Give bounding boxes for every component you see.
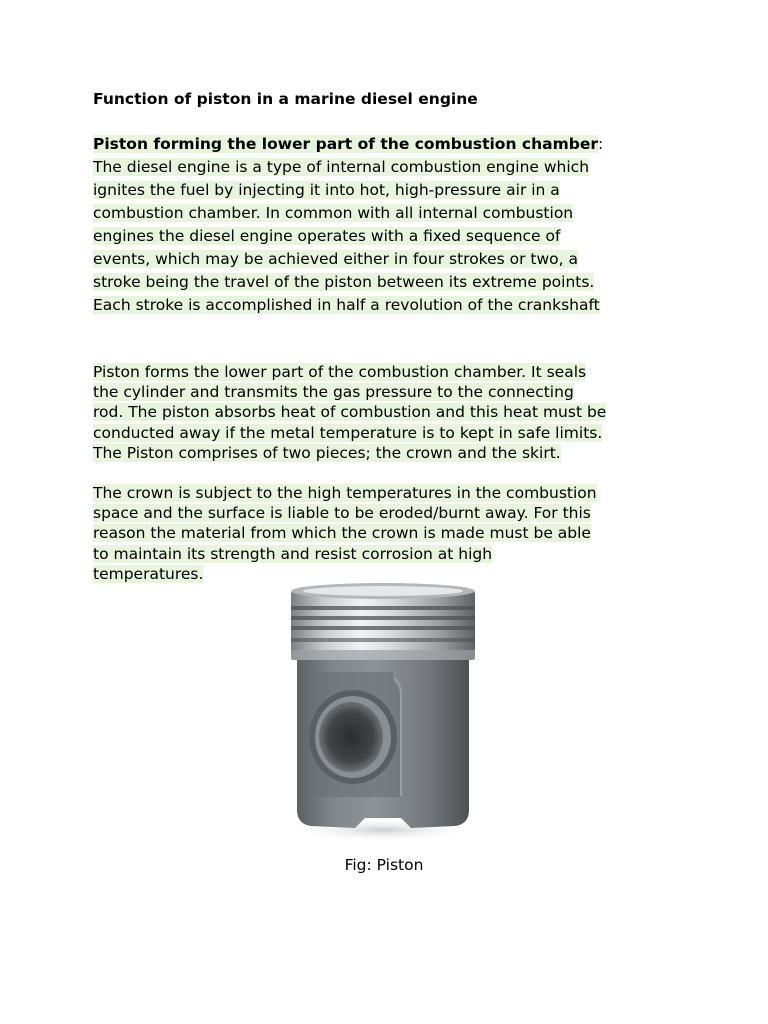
text-line (93, 179, 693, 202)
piston-image (283, 582, 483, 844)
text-line (93, 423, 693, 443)
section-heading: Piston forming the lower part of the combustion chamber (93, 135, 598, 153)
section-heading-line (93, 133, 693, 156)
text-line (93, 443, 693, 463)
text-line (93, 564, 693, 584)
text-line (93, 402, 693, 422)
highlighted-text: temperatures. (93, 564, 204, 583)
highlighted-text: engines the diesel engine operates with a fixed sequence of (93, 227, 561, 245)
highlighted-text: events, which may be achieved either in four strokes or two, a (93, 250, 579, 268)
paragraph-3 (93, 483, 693, 584)
highlighted-text: conducted away if the metal temperature is to kept in safe limits. (93, 423, 603, 442)
text-line (93, 225, 693, 248)
text-line (93, 483, 693, 503)
highlighted-text: the cylinder and transmits the gas pressure to the connecting (93, 383, 574, 402)
highlighted-text: Each stroke is accomplished in half a revolution of the crankshaft (93, 296, 600, 314)
text-line (93, 503, 693, 523)
text-line (93, 202, 693, 225)
text-line (93, 271, 693, 294)
text-line (93, 544, 693, 564)
highlighted-text: The Piston comprises of two pieces; the crown and the skirt. (93, 443, 561, 462)
highlighted-text: The diesel engine is a type of internal combustion engine which (93, 158, 590, 176)
highlighted-text: ignites the fuel by injecting it into hot, high-pressure air in a (93, 181, 560, 199)
highlighted-text: The crown is subject to the high temperatures in the combustion (93, 484, 597, 502)
text-line (93, 382, 693, 402)
text-line (93, 362, 693, 382)
highlighted-text: combustion chamber. In common with all internal combustion (93, 204, 574, 222)
highlighted-text: to maintain its strength and resist corrosion at high (93, 544, 493, 563)
highlighted-text: stroke being the travel of the piston between its extreme points. (93, 273, 595, 291)
paragraph-1 (93, 133, 693, 317)
text-line (93, 248, 693, 271)
highlighted-text: space and the surface is liable to be eroded/burnt away. For this (93, 504, 591, 523)
text-line (93, 294, 693, 317)
highlighted-text: Piston forms the lower part of the combustion chamber. It seals (93, 363, 587, 381)
section-heading-colon: : (597, 135, 604, 153)
text-line (93, 156, 693, 179)
document-title: Function of piston in a marine diesel engine (93, 90, 478, 108)
paragraph-2 (93, 362, 693, 463)
text-line (93, 523, 693, 543)
highlighted-text: rod. The piston absorbs heat of combustion and this heat must be (93, 403, 607, 422)
figure-caption: Fig: Piston (344, 856, 424, 874)
highlighted-text: reason the material from which the crown is made must be able (93, 524, 591, 543)
